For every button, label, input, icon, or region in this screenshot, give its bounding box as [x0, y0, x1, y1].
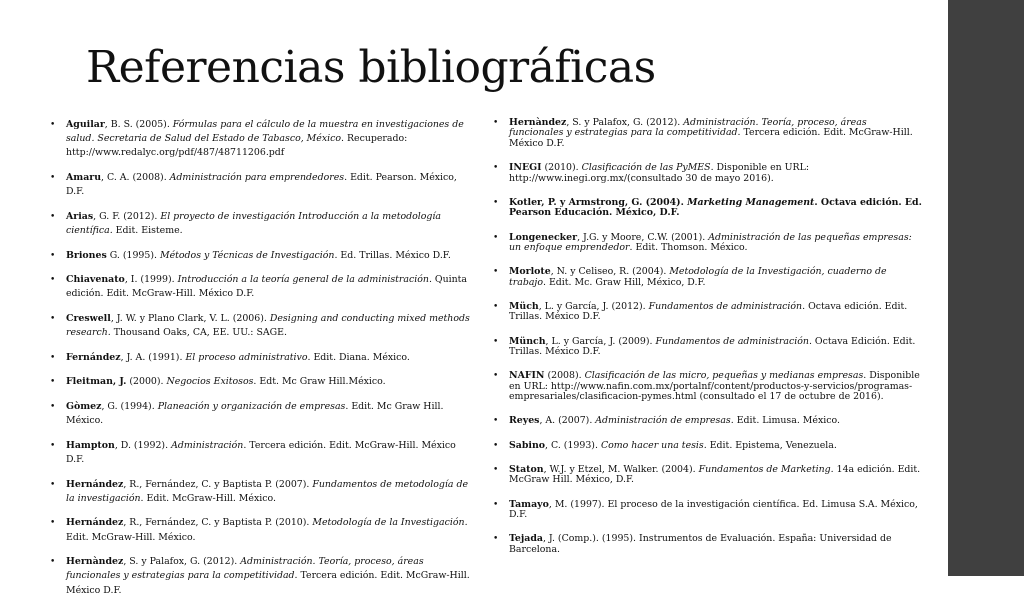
bullet-marker: • — [50, 479, 56, 490]
bullet-marker: • — [50, 440, 56, 451]
reference-author: Hernàndez — [66, 556, 124, 568]
reference-work-title: Marketing Management — [687, 196, 815, 208]
reference-author: Münch — [509, 335, 546, 347]
reference-citation: , A. (2007). — [539, 415, 596, 427]
reference-publisher: . Octava Edición. Edit. Trillas. México D.F. — [509, 335, 916, 358]
bullet-marker: • — [493, 197, 499, 208]
reference-item — [493, 302, 923, 323]
slide-sidebar-band — [948, 0, 1024, 576]
reference-item — [493, 465, 923, 486]
reference-author: Longenecker — [509, 231, 578, 243]
bullet-marker: • — [493, 301, 499, 312]
bullet-marker: • — [50, 401, 56, 412]
reference-citation: , W.J. y Etzel, M. Walker. (2004). — [543, 464, 699, 476]
reference-citation: , R., Fernández, C. y Baptista P. (2010). — [123, 517, 313, 529]
reference-work-title: Fundamentos de metodología de la investigación — [66, 478, 469, 504]
reference-work-title: Administración. Teoría, proceso, áreas funcionales y estrategias para la competitividad — [509, 117, 867, 139]
bullet-marker: • — [493, 118, 499, 128]
reference-item — [50, 351, 475, 365]
bullet-marker: • — [50, 275, 56, 286]
reference-item — [493, 371, 923, 402]
reference-citation: (2000). — [126, 376, 167, 388]
reference-author: Creswell — [66, 312, 111, 324]
reference-work-title: Introducción a la teoría general de la administración — [177, 274, 429, 286]
reference-citation: , D. (1992). — [114, 439, 172, 451]
references-right-column — [493, 118, 923, 569]
reference-item — [50, 171, 475, 199]
reference-citation: , N. y Celiseo, R. (2004). — [550, 266, 670, 278]
reference-item — [50, 273, 475, 301]
reference-item — [493, 416, 923, 426]
bullet-marker: • — [50, 557, 56, 568]
reference-author: Hampton — [66, 439, 115, 451]
reference-work-title: Métodos y Técnicas de Investigación — [159, 249, 335, 261]
bullet-marker: • — [493, 371, 499, 382]
reference-item — [50, 516, 475, 544]
reference-citation: , M. (1997). El proceso de la investigación científica. Ed. Limusa S.A. México, D.F. — [509, 498, 918, 521]
reference-author: Morlote — [509, 266, 551, 278]
reference-citation: , J. W. y Plano Clark, V. L. (2006). — [110, 312, 270, 324]
reference-item — [50, 478, 475, 506]
reference-publisher: . Edit. Mc. Graw Hill, México, D.F. — [542, 276, 706, 288]
reference-work-title: Administración. Teoría, proceso, áreas funcionales y estrategias para la competitividad — [66, 556, 424, 582]
reference-citation: (2010). — [541, 162, 582, 174]
reference-item — [50, 375, 475, 389]
reference-item — [50, 312, 475, 340]
bullet-marker: • — [50, 211, 56, 222]
reference-citation: , J. A. (1991). — [120, 351, 186, 363]
reference-author: Tamayo — [509, 498, 549, 510]
reference-work-title: Fórmulas para el cálculo de la muestra en investigaciones de salud. Secretaria de Salud del Estado de Tabasco, México — [66, 119, 464, 145]
slide-title: Referencias bibliográficas — [86, 42, 656, 93]
reference-item — [493, 500, 923, 521]
reference-author: Kotler, P. y Armstrong, G. (2004). — [509, 196, 688, 208]
bullet-marker: • — [493, 267, 499, 278]
reference-author: Gòmez — [66, 400, 102, 412]
reference-item — [493, 198, 923, 219]
reference-work-title: Administración para emprendedores — [169, 172, 345, 183]
bullet-marker: • — [50, 352, 56, 363]
bullet-marker: • — [50, 377, 56, 388]
reference-publisher: . Edit. Eisteme. — [109, 225, 183, 236]
reference-work-title: Metodología de la Investigación, cuaderno de trabajo — [509, 266, 887, 288]
reference-author: Fleitman, J. — [66, 376, 127, 388]
reference-author: Reyes — [509, 415, 540, 427]
reference-item — [493, 233, 923, 254]
reference-publisher: . Ed. Trillas. México D.F. — [334, 249, 451, 261]
reference-publisher: . Tercera edición. Edit. McGraw-Hill. México D.F. — [509, 127, 913, 149]
bullet-marker: • — [50, 173, 56, 183]
reference-author: Sabino — [509, 439, 546, 451]
reference-work-title: Designing and conducting mixed methods research — [66, 312, 470, 339]
reference-citation: , G. (1994). — [101, 400, 158, 412]
reference-citation: , S. y Palafox, G. (2012). — [123, 556, 241, 568]
reference-publisher: . Octava edición. Ed. Pearson Educación. México, D.F. — [509, 196, 922, 219]
references-left-column — [50, 118, 475, 608]
reference-author: Arias — [66, 210, 94, 222]
reference-citation: , G. F. (2012). — [93, 210, 161, 222]
reference-work-title: Negocios Exitosos — [166, 376, 254, 388]
reference-publisher: . Octava edición. Edit. Trillas. México D.F. — [509, 300, 908, 323]
reference-author: NAFIN — [509, 370, 545, 382]
reference-item — [50, 555, 475, 598]
reference-item — [493, 337, 923, 358]
reference-citation: , J. (Comp.). (1995). Instrumentos de Evaluación. España: Universidad de Barcelona. — [509, 533, 892, 555]
reference-author: Hernàndez — [509, 117, 567, 128]
reference-author: Hernández — [66, 478, 124, 490]
reference-work-title: Fundamentos de Marketing — [698, 464, 831, 476]
bullet-marker: • — [50, 518, 56, 529]
reference-publisher: . Edit. Epistema, Venezuela. — [703, 439, 837, 451]
reference-work-title: Administración de las pequeñas empresas: un enfoque emprendedor — [509, 231, 912, 253]
reference-citation: , J.G. y Moore, C.W. (2001). — [577, 231, 709, 243]
reference-citation: , B. S. (2005). — [104, 119, 173, 130]
reference-publisher: . Edt. Mc Graw Hill.México. — [253, 376, 386, 388]
reference-citation: (2008). — [544, 370, 585, 382]
reference-work-title: Planeación y organización de empresas — [157, 400, 346, 412]
reference-citation: , R., Fernández, C. y Baptista P. (2007). — [123, 478, 313, 490]
reference-publisher: . 14a edición. Edit. McGraw Hill. México, D.F. — [509, 464, 921, 486]
reference-author: Müch — [509, 300, 539, 312]
bullet-marker: • — [50, 120, 56, 130]
reference-citation: G. (1995). — [106, 249, 160, 261]
reference-work-title: Metodología de la Investigación — [312, 517, 465, 529]
reference-item — [50, 210, 475, 238]
reference-publisher: . Edit. McGraw-Hill. México. — [140, 492, 276, 504]
reference-item — [493, 118, 923, 149]
bullet-marker: • — [493, 534, 499, 545]
reference-item — [493, 441, 923, 451]
reference-work-title: Clasificación de las micro, pequeñas y medianas empresas — [584, 370, 864, 382]
reference-publisher: . Edit. Limusa. México. — [730, 415, 840, 427]
reference-author: Amaru — [66, 172, 102, 183]
reference-work-title: Administración de empresas — [595, 415, 731, 427]
reference-publisher: . Edit. Diana. México. — [307, 351, 410, 363]
bullet-marker: • — [493, 465, 499, 476]
reference-item — [493, 267, 923, 288]
reference-publisher: . Edit. McGraw-Hill. México. — [66, 517, 468, 543]
reference-work-title: Fundamentos de administración — [655, 335, 809, 347]
reference-author: Aguilar — [66, 119, 105, 130]
reference-publisher: . Tercera edición. Edit. McGraw-Hill. México D.F. — [66, 439, 456, 465]
reference-publisher: . Recuperado: http://www.redalyc.org/pdf/487/48711206.pdf — [66, 133, 408, 159]
reference-author: Briones — [66, 249, 107, 261]
reference-publisher: . Quinta edición. Edit. McGraw-Hill. México D.F. — [66, 274, 468, 300]
reference-item — [50, 249, 475, 263]
reference-citation: , S. y Palafox, G. (2012). — [566, 117, 684, 128]
reference-work-title: El proyecto de investigación Introducción a la metodología científica — [66, 210, 441, 236]
reference-publisher: . Disponible en URL: http://www.inegi.org.mx/(consultado 30 de mayo 2016). — [509, 162, 809, 184]
bullet-marker: • — [50, 250, 56, 261]
bullet-marker: • — [493, 163, 499, 174]
reference-author: Tejada — [509, 533, 543, 545]
bullet-marker: • — [493, 336, 499, 347]
reference-publisher: . Tercera edición. Edit. McGraw-Hill. México D.F. — [66, 570, 470, 596]
reference-work-title: El proceso administrativo — [185, 351, 308, 363]
reference-publisher: . Disponible en URL: http://www.nafin.com.mx/portalnf/content/productos-y-servicios/programas-empresariales/clasificacion-pymes.html (consultado el 17 de octubre de 2016). — [509, 370, 920, 403]
reference-citation: , C. (1993). — [545, 439, 601, 451]
reference-citation: , L. y García, J. (2009). — [545, 335, 656, 347]
reference-item — [50, 118, 475, 161]
reference-item — [493, 534, 923, 555]
reference-author: Staton — [509, 464, 544, 476]
reference-work-title: Administración — [171, 439, 244, 451]
reference-citation: , I. (1999). — [124, 274, 178, 286]
reference-publisher: . Edit. Pearson. México, D.F. — [66, 172, 457, 198]
reference-item — [50, 439, 475, 467]
reference-item — [50, 400, 475, 428]
reference-work-title: Como hacer una tesis — [600, 439, 704, 451]
reference-work-title: Clasificación de las PyMES — [581, 162, 711, 174]
reference-citation: , C. A. (2008). — [101, 172, 170, 183]
reference-citation: , L. y García, J. (2012). — [538, 300, 649, 312]
reference-publisher: . Thousand Oaks, CA, EE. UU.: SAGE. — [107, 327, 287, 339]
bullet-marker: • — [493, 416, 499, 427]
reference-publisher: . Edit. Thomson. México. — [629, 241, 748, 253]
reference-item — [493, 163, 923, 184]
bullet-marker: • — [50, 313, 56, 324]
reference-work-title: Fundamentos de administración — [648, 300, 803, 312]
reference-author: Chiavenato — [66, 274, 125, 286]
reference-author: INEGI — [509, 162, 542, 174]
reference-author: Hernández — [66, 517, 124, 529]
bullet-marker: • — [493, 499, 499, 510]
reference-publisher: . Edit. Mc Graw Hill. México. — [66, 400, 444, 427]
bullet-marker: • — [493, 232, 499, 243]
bullet-marker: • — [493, 440, 499, 451]
reference-author: Fernández — [66, 351, 121, 363]
